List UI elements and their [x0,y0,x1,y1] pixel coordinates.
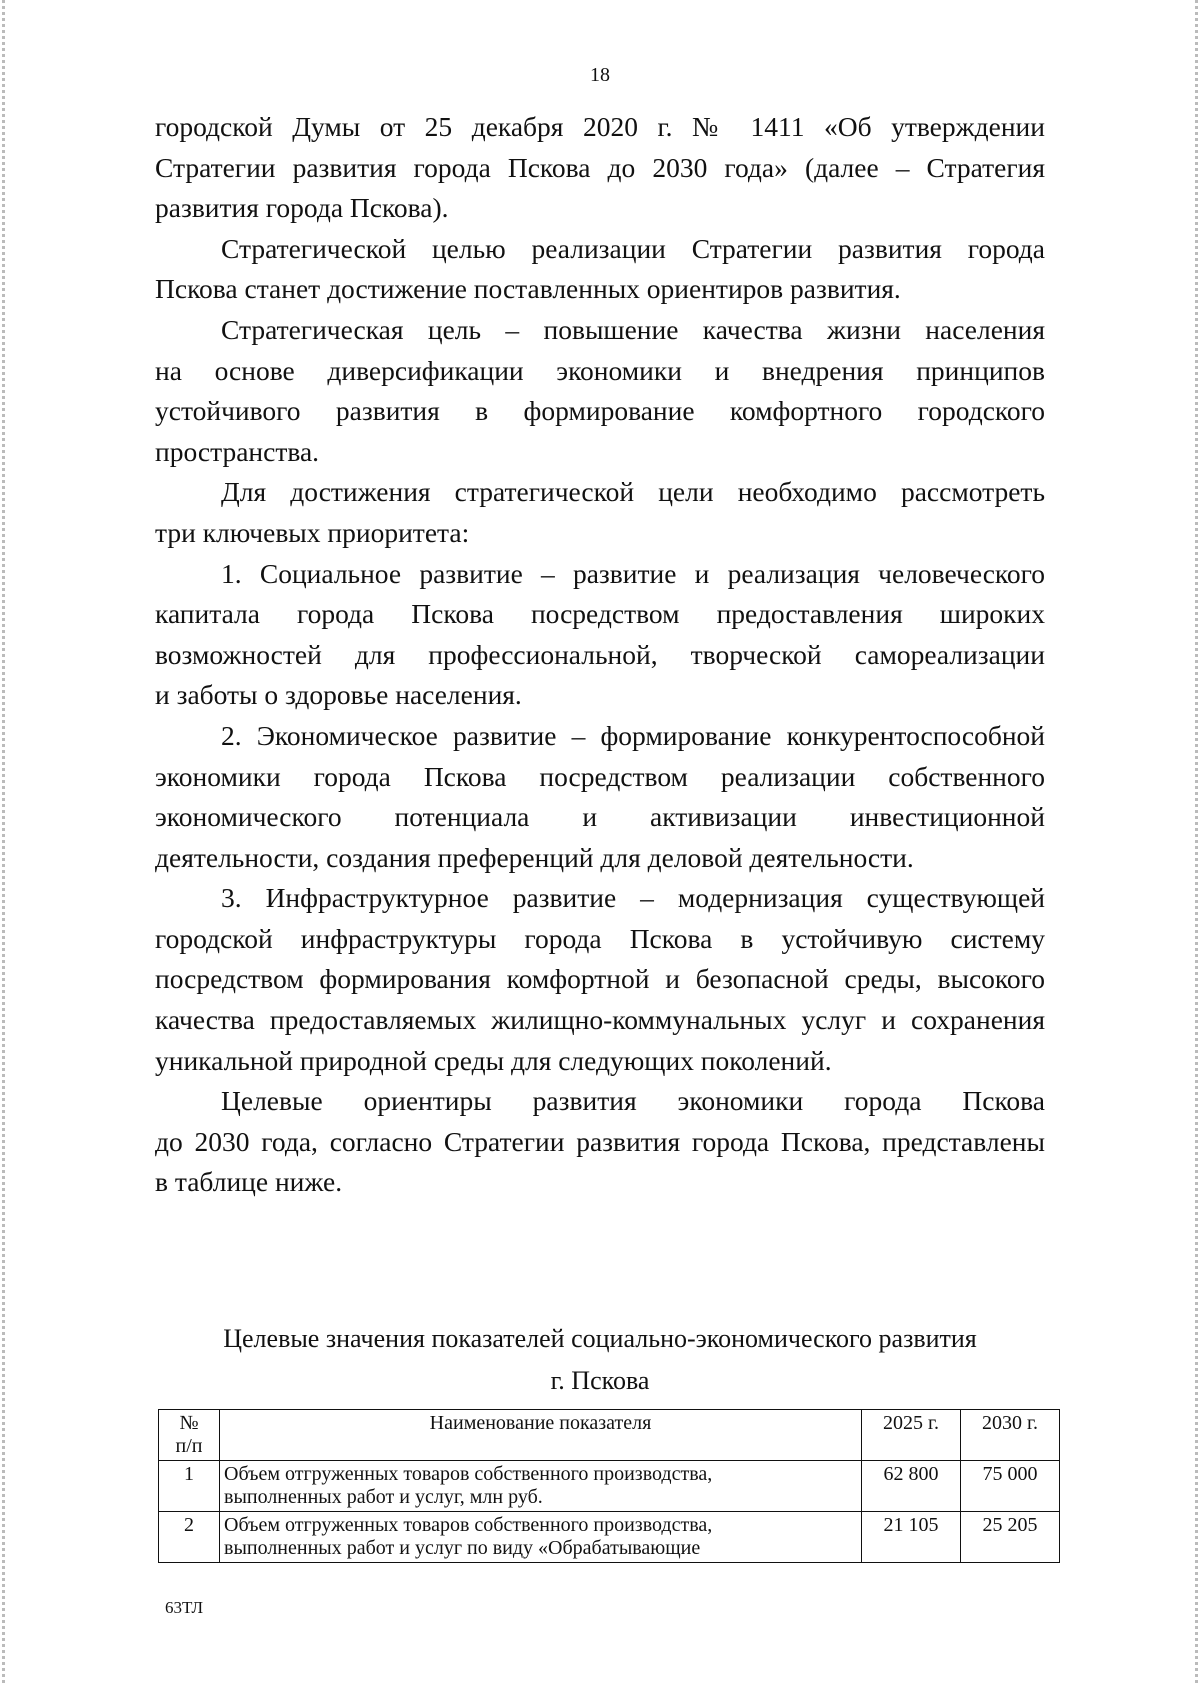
paragraph-line: в таблице ниже. [155,1166,343,1198]
paragraph-line: 3. Инфраструктурное развитие – модернизация существующей [221,882,1045,914]
paragraph-line: капитала города Пскова посредством предоставления широких [155,598,1045,630]
row-2025: 62 800 [862,1461,961,1512]
paragraph-line: развития города Пскова). [155,192,449,224]
table-title-line-1: Целевые значения показателей социально-экономического развития [223,1324,977,1353]
table-row [159,1461,1060,1512]
paragraph-line: 2. Экономическое развитие – формирование конкурентоспособной [221,719,1045,751]
paragraph [155,107,1045,229]
paragraph-line: городской Думы от 25 декабря 2020 г. № 1411 «Об утверждении [155,111,1045,142]
row-name-line-1: Объем отгруженных товаров собственного производства, [224,1463,713,1485]
scan-left-edge [2,0,5,1686]
paragraph-line: на основе диверсификации экономики и внедрения принципов [155,354,1045,386]
row-name [220,1512,862,1563]
row-2030: 25 205 [961,1512,1060,1563]
row-name-line-1: Объем отгруженных товаров собственного производства, [224,1514,713,1536]
header-num-line-1: № [179,1412,199,1434]
paragraph-line: Целевые ориентиры развития экономики города Пскова [221,1085,1045,1117]
header-num-line-2: п/п [175,1435,203,1457]
paragraph [155,472,1045,553]
paragraph-line: Стратегической целью реализации Стратегии развития города [221,232,1045,264]
paragraph-line: городской инфраструктуры города Пскова в устойчивую систему [155,922,1045,954]
paragraph-line: 1. Социальное развитие – развитие и реализация человеческого [221,557,1045,589]
header-num [159,1410,220,1461]
row-name [220,1461,862,1512]
paragraph [155,878,1045,1081]
paragraph [155,229,1045,310]
paragraph-line: три ключевых приоритета: [155,516,470,548]
paragraph-line: до 2030 года, согласно Стратегии развития города Пскова, представлены [155,1125,1045,1157]
row-name-line-2: выполненных работ и услуг, млн руб. [224,1486,543,1508]
header-2030: 2030 г. [961,1410,1060,1461]
footer-code: 63ТЛ [165,1598,204,1617]
paragraph-line: Для достижения стратегической цели необходимо рассмотреть [221,476,1045,508]
paragraph-line: экономического потенциала и активизации инвестиционной [155,801,1045,833]
scan-right-edge [1195,0,1198,1686]
row-2030: 75 000 [961,1461,1060,1512]
paragraph-line: Стратегическая цель – повышение качества жизни населения [221,313,1045,345]
page-number: 18 [590,64,610,86]
table-title-line-2: г. Пскова [550,1366,650,1395]
table-row [159,1512,1060,1563]
row-num: 1 [159,1461,220,1512]
paragraph-line: уникальной природной среды для следующих поколений. [155,1044,832,1076]
paragraph-line: посредством формирования комфортной и безопасной среды, высокого [155,963,1045,995]
paragraph-line: экономики города Пскова посредством реализации собственного [155,760,1045,792]
paragraph-line: возможностей для профессиональной, творческой самореализации [155,638,1045,670]
paragraph-line: пространства. [155,435,320,467]
header-2025: 2025 г. [862,1410,961,1461]
paragraph-line: Пскова станет достижение поставленных ориентиров развития. [155,273,901,305]
paragraph [155,716,1045,878]
paragraph-line: деятельности, создания преференций для деловой деятельности. [155,841,914,873]
row-name-line-2: выполненных работ и услуг по виду «Обрабатывающие [224,1537,701,1559]
paragraph-line: устойчивого развития в формирование комфортного городского [155,395,1045,427]
paragraph-line: качества предоставляемых жилищно-коммунальных услуг и сохранения [155,1004,1045,1036]
body-text [155,107,1045,1203]
header-name: Наименование показателя [220,1410,862,1461]
table-header-row [159,1410,1060,1461]
table-title [150,1318,1050,1402]
paragraph [155,1081,1045,1203]
paragraph [155,554,1045,716]
row-2025: 21 105 [862,1512,961,1563]
paragraph-line: Стратегии развития города Пскова до 2030 года» (далее – Стратегия [155,151,1045,183]
row-num: 2 [159,1512,220,1563]
paragraph [155,310,1045,472]
paragraph-line: и заботы о здоровье населения. [155,679,522,711]
indicators-table [158,1409,1060,1563]
